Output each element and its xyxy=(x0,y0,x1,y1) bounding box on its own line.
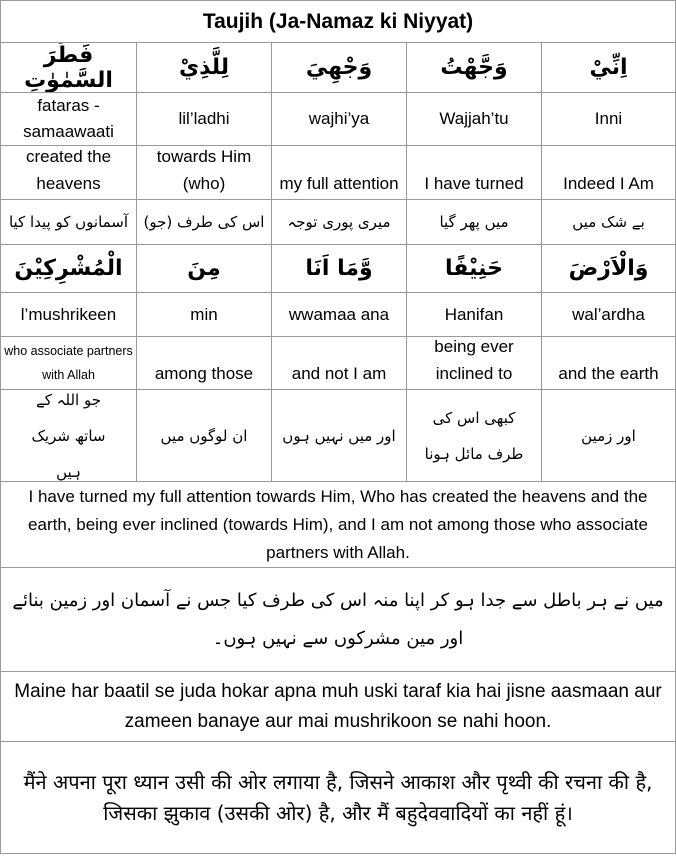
urdu-meaning: اور زمین xyxy=(581,426,636,445)
urdu-meaning: اور میں نہیں ہوں xyxy=(272,390,407,481)
english-translation: I have turned my full attention towards Him, Who has created the heavens and the earth, being ever inclined (towards Him), and I am not among those who associate partners with Allah. xyxy=(28,486,648,562)
urdu-meaning: ان لوگوں میں xyxy=(137,390,272,481)
arabic-word: لِلَّذِيْ xyxy=(137,43,272,92)
english-meaning: being ever inclined to xyxy=(407,337,542,389)
english-meaning: among those xyxy=(137,337,272,389)
arabic-row-1 xyxy=(0,43,676,93)
transliteration: Wajjah’tu xyxy=(407,93,542,145)
english-meaning: towards Him (who) xyxy=(137,146,272,199)
transliteration: min xyxy=(137,293,272,336)
english-row-1 xyxy=(0,146,676,200)
title-row xyxy=(0,0,676,43)
transliteration: lil’ladhi xyxy=(137,93,272,145)
english-row-2 xyxy=(0,337,676,390)
transliteration: wwamaa ana xyxy=(272,293,407,336)
transliteration: fataras - samaawaati xyxy=(1,93,137,145)
urdu-row-1 xyxy=(0,200,676,245)
urdu-row-2 xyxy=(0,390,676,482)
urdu-meaning: میری پوری توجہ xyxy=(272,200,407,244)
english-meaning: I have turned xyxy=(407,146,542,199)
arabic-word: فَطَرَ السَّمٰوٰتِ xyxy=(1,43,137,92)
urdu-meaning: جو اللہ کے ساتھ شریک ہیں xyxy=(1,390,137,481)
arabic-word: وَّمَا اَنَا xyxy=(272,245,407,292)
arabic-row-2 xyxy=(0,245,676,293)
hindi-translation-row xyxy=(0,742,676,854)
transliteration: wal’ardha xyxy=(572,304,645,324)
english-meaning: and the earth xyxy=(558,364,659,383)
transliteration: Inni xyxy=(594,109,623,128)
hindi-translation: मैंने अपना पूरा ध्यान उसी की ओर लगाया है, जिसने आकाश और पृथ्वी की रचना की है, जिसका झुकाव (उसकी ओर) है, और मैं बहुदेववादियों का नहीं हूं। xyxy=(23,769,653,825)
english-translation-row xyxy=(0,482,676,568)
arabic-word: حَنِيْفًا xyxy=(407,245,542,292)
urdu-meaning: اس کی طرف (جو) xyxy=(137,200,272,244)
urdu-translation-row xyxy=(0,568,676,672)
urdu-meaning: کبھی اس کی طرف مائل ہونا xyxy=(407,390,542,481)
transliteration: Hanifan xyxy=(407,293,542,336)
english-meaning: and not I am xyxy=(272,337,407,389)
urdu-meaning: آسمانوں کو پیدا کیا xyxy=(1,200,137,244)
page-title: Taujih (Ja-Namaz ki Niyyat) xyxy=(202,9,474,33)
transliteration: wajhi’ya xyxy=(272,93,407,145)
english-meaning: my full attention xyxy=(272,146,407,199)
arabic-word: وَالْاَرْضَ xyxy=(568,256,649,281)
arabic-word: وَجْهِيَ xyxy=(272,43,407,92)
urdu-meaning: بے شک میں xyxy=(572,213,645,231)
roman-urdu-translation: Maine har baatil se juda hokar apna muh uski taraf kia hai jisne aasmaan aur zameen banaye aur mai mushrikoon se nahi hoon. xyxy=(14,680,662,732)
transliteration-row-1 xyxy=(0,93,676,146)
english-meaning: who associate partners with Allah xyxy=(1,337,137,389)
arabic-word: الْمُشْرِكِيْنَ xyxy=(1,245,137,292)
roman-urdu-translation-row xyxy=(0,672,676,742)
urdu-translation: میں نے ہر باطل سے جدا ہو کر اپنا منہ اس کی طرف کیا جس نے آسمان اور زمین بنائے اور مین مشرکوں سے نہیں ہوں۔ xyxy=(12,589,664,649)
arabic-word: وَجَّهْتُ xyxy=(407,43,542,92)
english-meaning: Indeed I Am xyxy=(563,174,654,193)
transliteration: l’mushrikeen xyxy=(1,293,137,336)
arabic-word: مِنَ xyxy=(137,245,272,292)
arabic-word: اِنِّيْ xyxy=(589,55,628,80)
english-meaning: created the heavens xyxy=(1,146,137,199)
urdu-meaning: میں پھر گیا xyxy=(407,200,542,244)
transliteration-row-2 xyxy=(0,293,676,337)
